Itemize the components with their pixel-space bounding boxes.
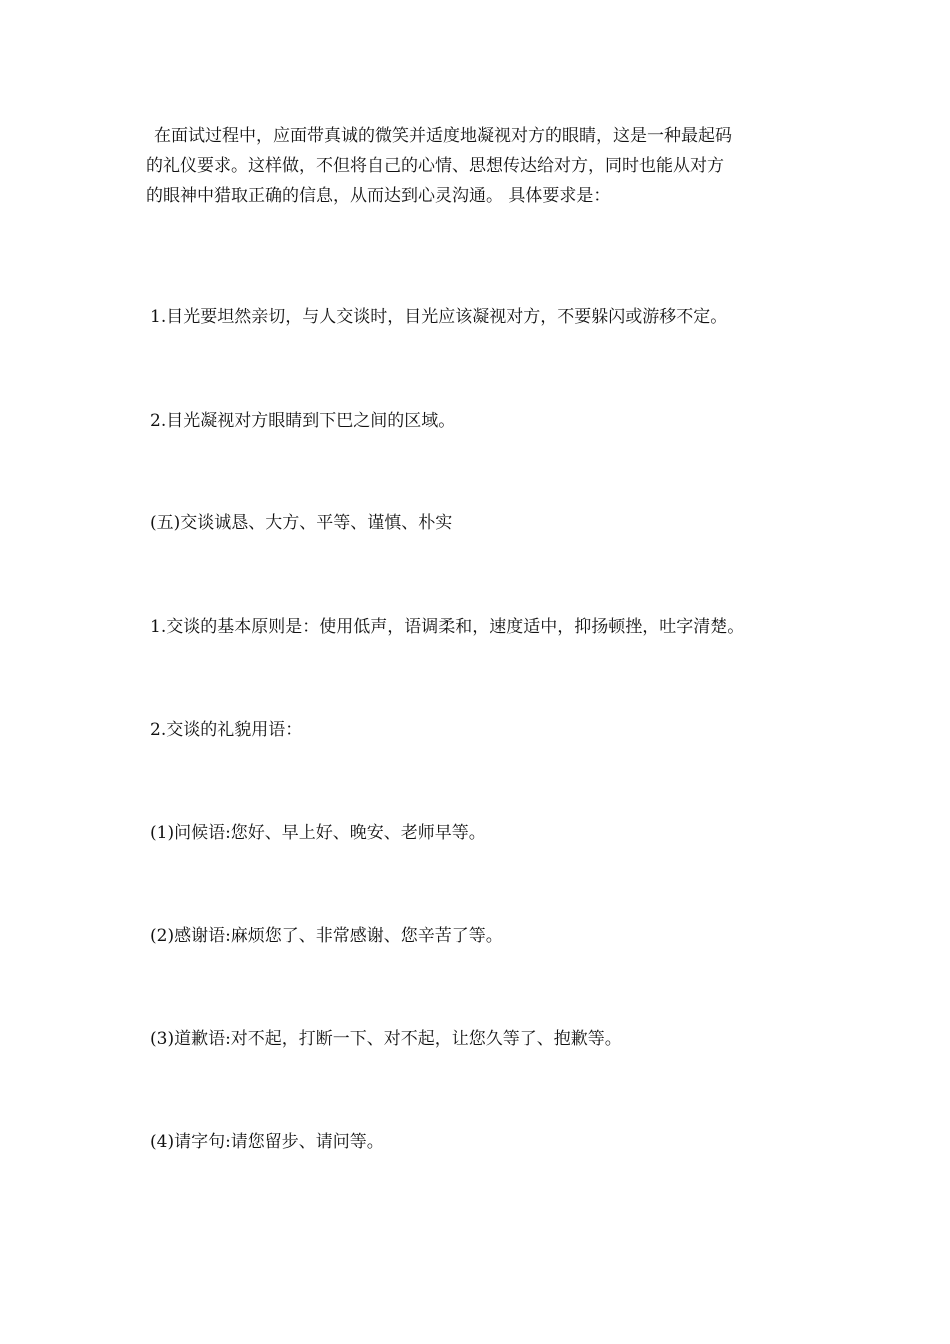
intro-line-2: 的礼仪要求。这样做，不但将自己的心情、思想传达给对方，同时也能从对方 [146, 156, 724, 176]
apology-expressions: (3)道歉语:对不起，打断一下、对不起，让您久等了、抱歉等。 [150, 1029, 622, 1049]
intro-line-1: 在面试过程中，应面带真诚的微笑并适度地凝视对方的眼睛，这是一种最起码 [154, 126, 732, 146]
intro-paragraph [146, 121, 826, 211]
intro-line-3: 的眼神中猎取正确的信息，从而达到心灵沟通。 具体要求是： [146, 186, 611, 206]
greeting-expressions: (1)问候语:您好、早上好、晚安、老师早等。 [150, 823, 486, 843]
eye-contact-item-2: 2.目光凝视对方眼睛到下巴之间的区域。 [150, 411, 456, 431]
section-heading: (五)交谈诚恳、大方、平等、谨慎、朴实 [150, 513, 453, 533]
thanks-expressions: (2)感谢语:麻烦您了、非常感谢、您辛苦了等。 [150, 926, 503, 946]
eye-contact-item-1: 1.目光要坦然亲切，与人交谈时，目光应该凝视对方，不要躲闪或游移不定。 [150, 307, 728, 327]
conversation-principle: 1.交谈的基本原则是：使用低声，语调柔和，速度适中，抑扬顿挫，吐字清楚。 [150, 617, 745, 637]
polite-expressions-heading: 2.交谈的礼貌用语： [150, 720, 303, 740]
request-expressions: (4)请字句:请您留步、请问等。 [150, 1132, 384, 1152]
